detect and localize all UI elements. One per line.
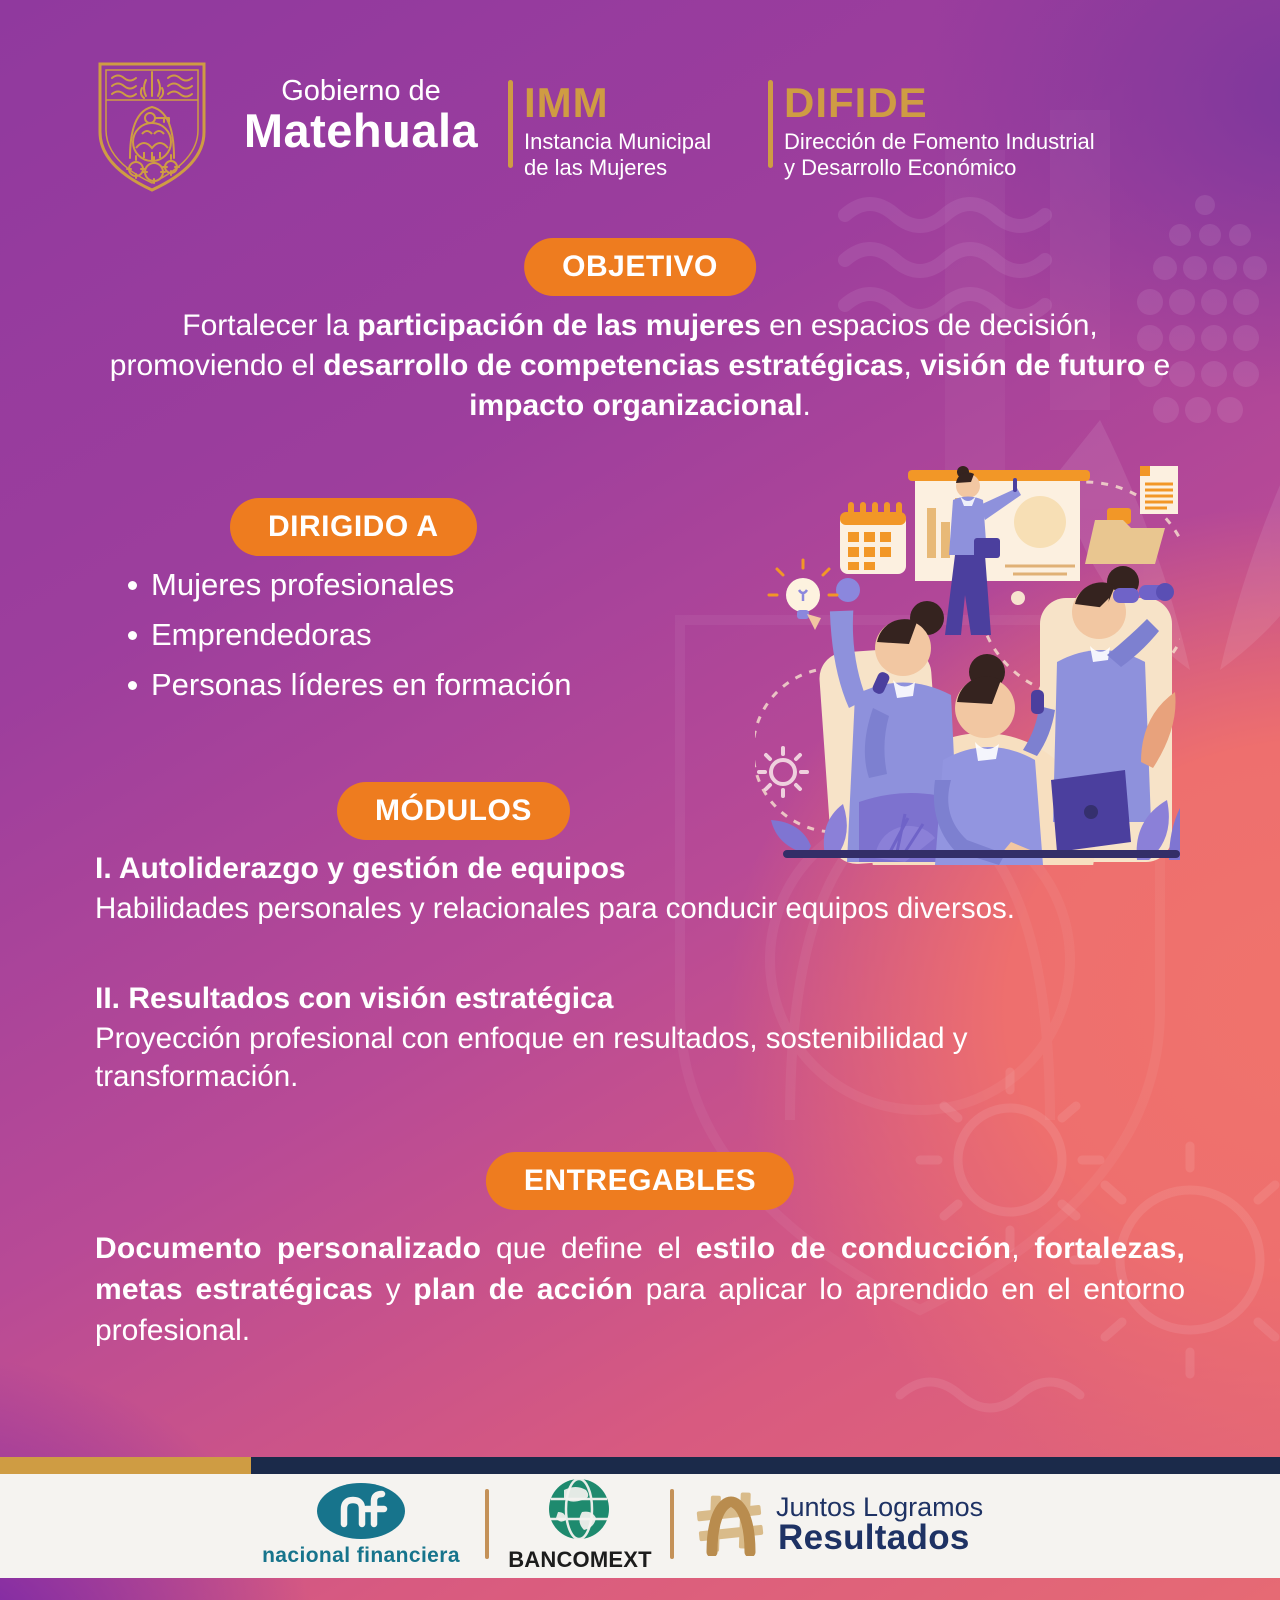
module-2-desc: Proyección profesional con enfoque en resultados, sostenibilidad y transformación. — [95, 1022, 968, 1094]
imm-logo — [524, 79, 712, 181]
modulos-badge: MÓDULOS — [337, 782, 570, 840]
dirigido-list — [128, 560, 748, 710]
org-name-big: Matehuala — [243, 104, 479, 158]
calendar-icon — [840, 502, 906, 574]
bullet-icon — [128, 631, 137, 640]
juntos-hashtag-icon — [694, 1490, 768, 1556]
difide-logo — [784, 79, 1095, 181]
juntos-tagline: Juntos Logramos — [776, 1492, 984, 1522]
bullet-icon — [128, 581, 137, 590]
footer-stripe-gold — [0, 1457, 251, 1474]
laptop-icon — [1051, 770, 1131, 852]
objetivo-text: Fortalecer la participación de las mujeres en espacios de decisión, promoviendo el desarrollo de competencias estratégicas, visión de futuro e impacto organizacional. — [109, 309, 1171, 423]
difide-name: Dirección de Fomento Industrial y Desarrollo Económico — [784, 129, 1095, 180]
document-icon — [1140, 466, 1178, 514]
entregables-text: Documento personalizado que define el estilo de conducción, fortalezas, metas estratégicas y plan de acción para aplicar lo aprendido en el entorno profesional. — [95, 1232, 1185, 1348]
module-2-title: II. Resultados con visión estratégica — [95, 982, 614, 1015]
team-illustration — [755, 450, 1180, 865]
entregables-badge: ENTREGABLES — [486, 1152, 794, 1210]
juntos-tagline-bold: Resultados — [778, 1518, 970, 1557]
list-item: Emprendedoras — [128, 610, 748, 660]
footer-separator — [670, 1489, 674, 1559]
bullet-icon — [128, 681, 137, 690]
difide-abbreviation: DIFIDE — [784, 79, 928, 126]
dirigido-badge: DIRIGIDO A — [230, 498, 477, 556]
government-logo — [218, 76, 504, 156]
folder-icon — [1085, 508, 1165, 564]
objetivo-badge: OBJETIVO — [524, 238, 756, 296]
matehuala-crest-icon — [92, 60, 212, 196]
org-name-small: Gobierno de — [281, 75, 441, 107]
list-item: Personas líderes en formación — [128, 660, 748, 710]
imm-abbreviation: IMM — [524, 79, 609, 126]
lightbulb-icon — [769, 560, 837, 619]
header-divider — [508, 80, 513, 168]
bancomext-globe-icon — [546, 1478, 612, 1542]
bancomext-label: BANCOMEXT — [508, 1547, 652, 1572]
footer-stripe-navy — [251, 1457, 1280, 1474]
whiteboard-icon — [908, 470, 1090, 581]
nafin-logo-icon — [314, 1482, 408, 1540]
module-1-title: I. Autoliderazgo y gestión de equipos — [95, 852, 626, 885]
list-item: Mujeres profesionales — [128, 560, 748, 610]
module-1-desc: Habilidades personales y relacionales para conducir equipos diversos. — [95, 892, 1015, 925]
gear-icon — [759, 748, 807, 796]
header-divider — [768, 80, 773, 168]
footer-separator — [485, 1489, 489, 1559]
imm-name: Instancia Municipal de las Mujeres — [524, 129, 712, 180]
nafin-label: nacional financiera — [262, 1544, 460, 1567]
